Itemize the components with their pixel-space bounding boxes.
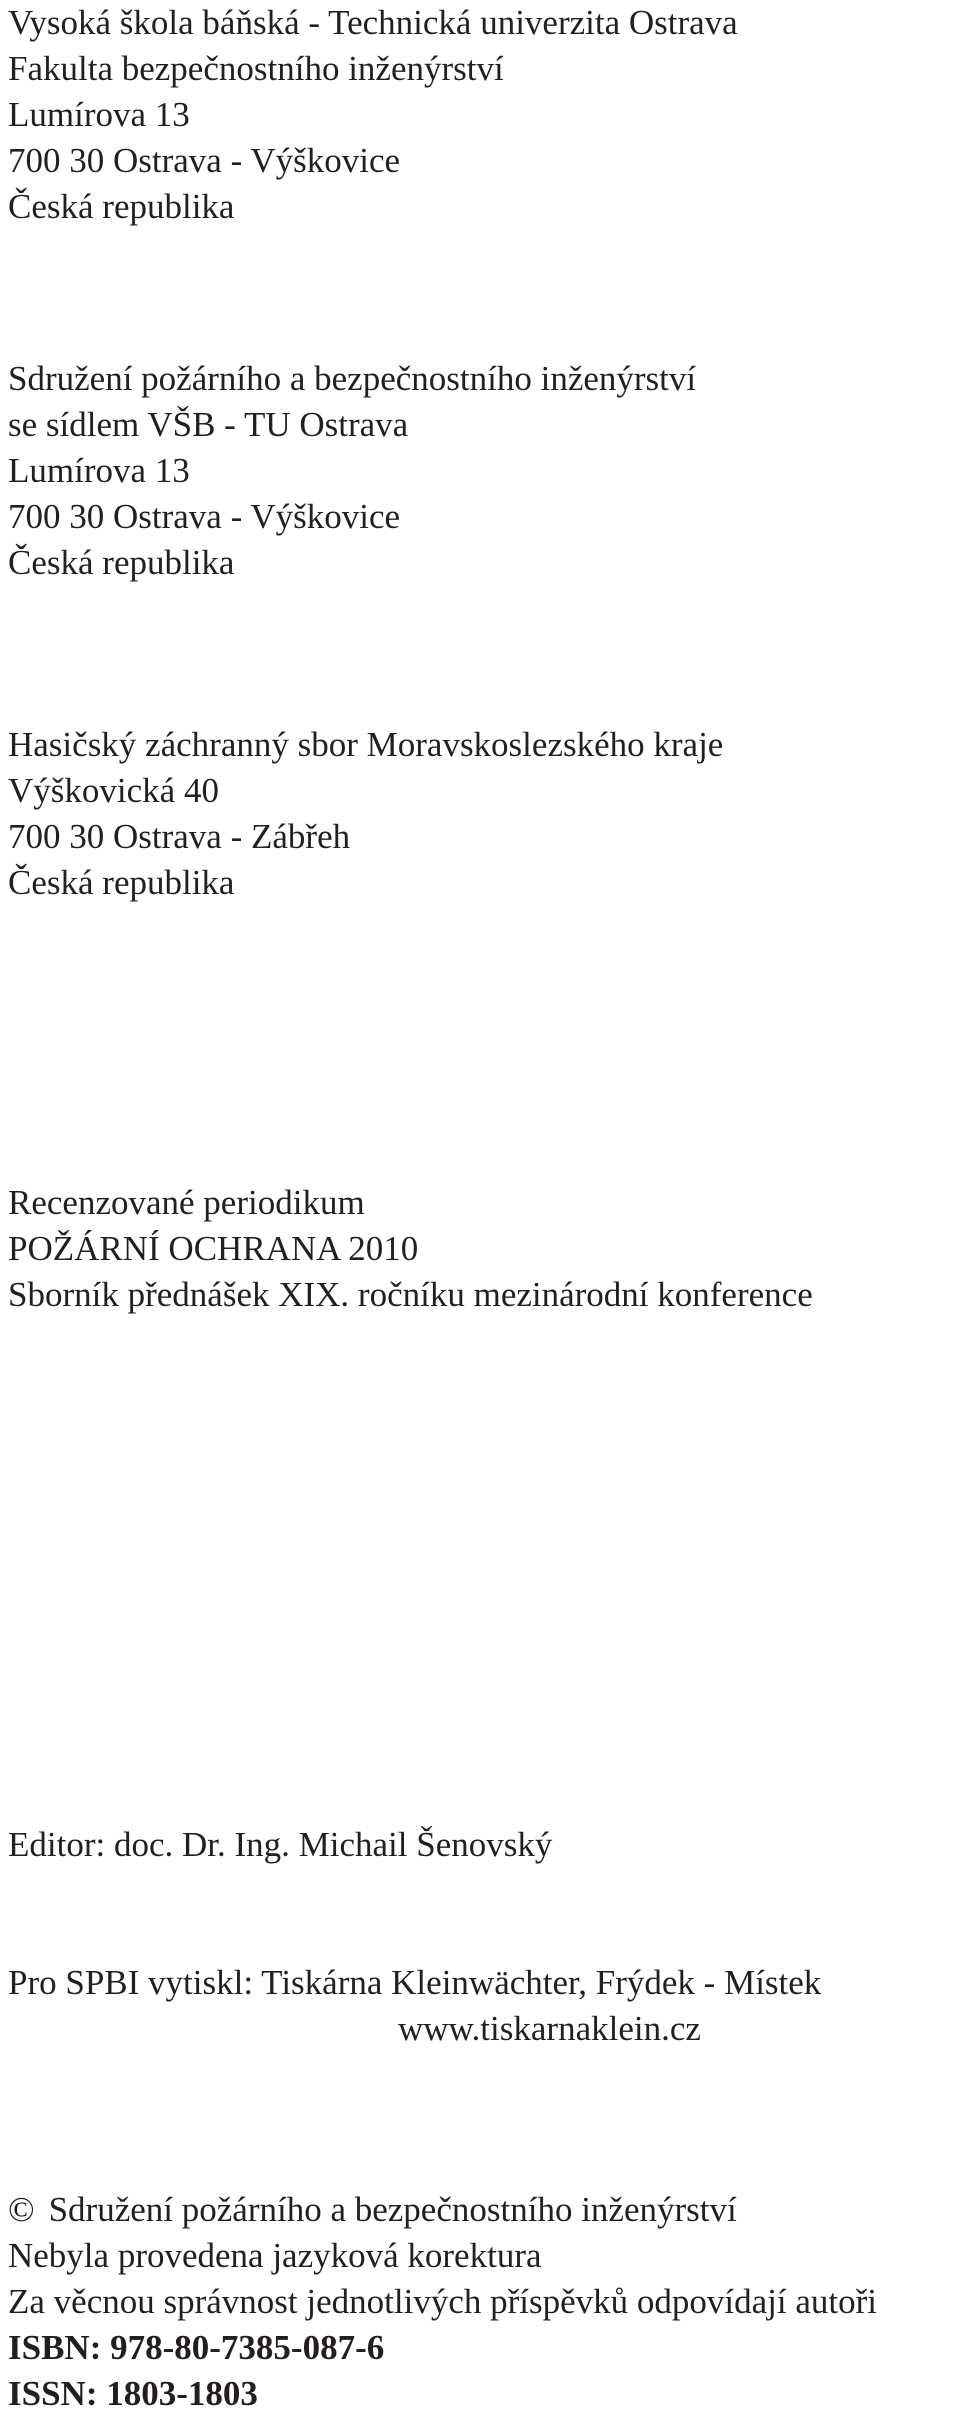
copyright-holder: Sdružení požárního a bezpečnostního inženýrství: [48, 2190, 737, 2229]
copyright-holder-line: [8, 2187, 877, 2233]
fire-service-line: 700 30 Ostrava - Zábřeh: [8, 817, 351, 856]
association-line: 700 30 Ostrava - Výškovice: [8, 497, 401, 536]
publisher-address: [8, 0, 738, 230]
copyright-symbol: ©: [8, 2190, 35, 2229]
periodical-title: POŽÁRNÍ OCHRANA 2010: [8, 1229, 419, 1268]
association-line: se sídlem VŠB - TU Ostrava: [8, 405, 409, 444]
copyright-note: Za věcnou správnost jednotlivých příspěvků odpovídají autoři: [8, 2282, 877, 2321]
printer-line: Pro SPBI vytiskl: Tiskárna Kleinwächter, Frýdek - Místek: [8, 1963, 822, 2002]
copyright-note: Nebyla provedena jazyková korektura: [8, 2236, 542, 2275]
fire-service-line: Hasičský záchranný sbor Moravskoslezského kraje: [8, 725, 724, 764]
publisher-line: Vysoká škola báňská - Technická univerzita Ostrava: [8, 3, 738, 42]
association-line: Lumírova 13: [8, 451, 190, 490]
publisher-line: 700 30 Ostrava - Výškovice: [8, 141, 401, 180]
editor-line: Editor: doc. Dr. Ing. Michail Šenovský: [8, 1825, 553, 1864]
isbn: ISBN: 978-80-7385-087-6: [8, 2328, 385, 2367]
publisher-line: Česká republika: [8, 187, 235, 226]
printing-info: [8, 1960, 821, 2052]
association-line: Česká republika: [8, 543, 235, 582]
copyright-info: [8, 2187, 877, 2417]
periodical-line: Recenzované periodikum: [8, 1183, 365, 1222]
fire-service-line: Výškovická 40: [8, 771, 219, 810]
editor-info: [8, 1822, 552, 1868]
periodical-line: Sborník přednášek XIX. ročníku mezinárodní konference: [8, 1275, 813, 1314]
fire-service-address: [8, 722, 723, 906]
publisher-line: Fakulta bezpečnostního inženýrství: [8, 49, 504, 88]
association-line: Sdružení požárního a bezpečnostního inženýrství: [8, 359, 697, 398]
periodical-info: [8, 1180, 813, 1318]
fire-service-line: Česká republika: [8, 863, 235, 902]
issn: ISSN: 1803-1803: [8, 2374, 258, 2413]
publisher-line: Lumírova 13: [8, 95, 190, 134]
association-address: [8, 356, 696, 586]
printer-url: www.tiskarnaklein.cz: [398, 2009, 701, 2048]
